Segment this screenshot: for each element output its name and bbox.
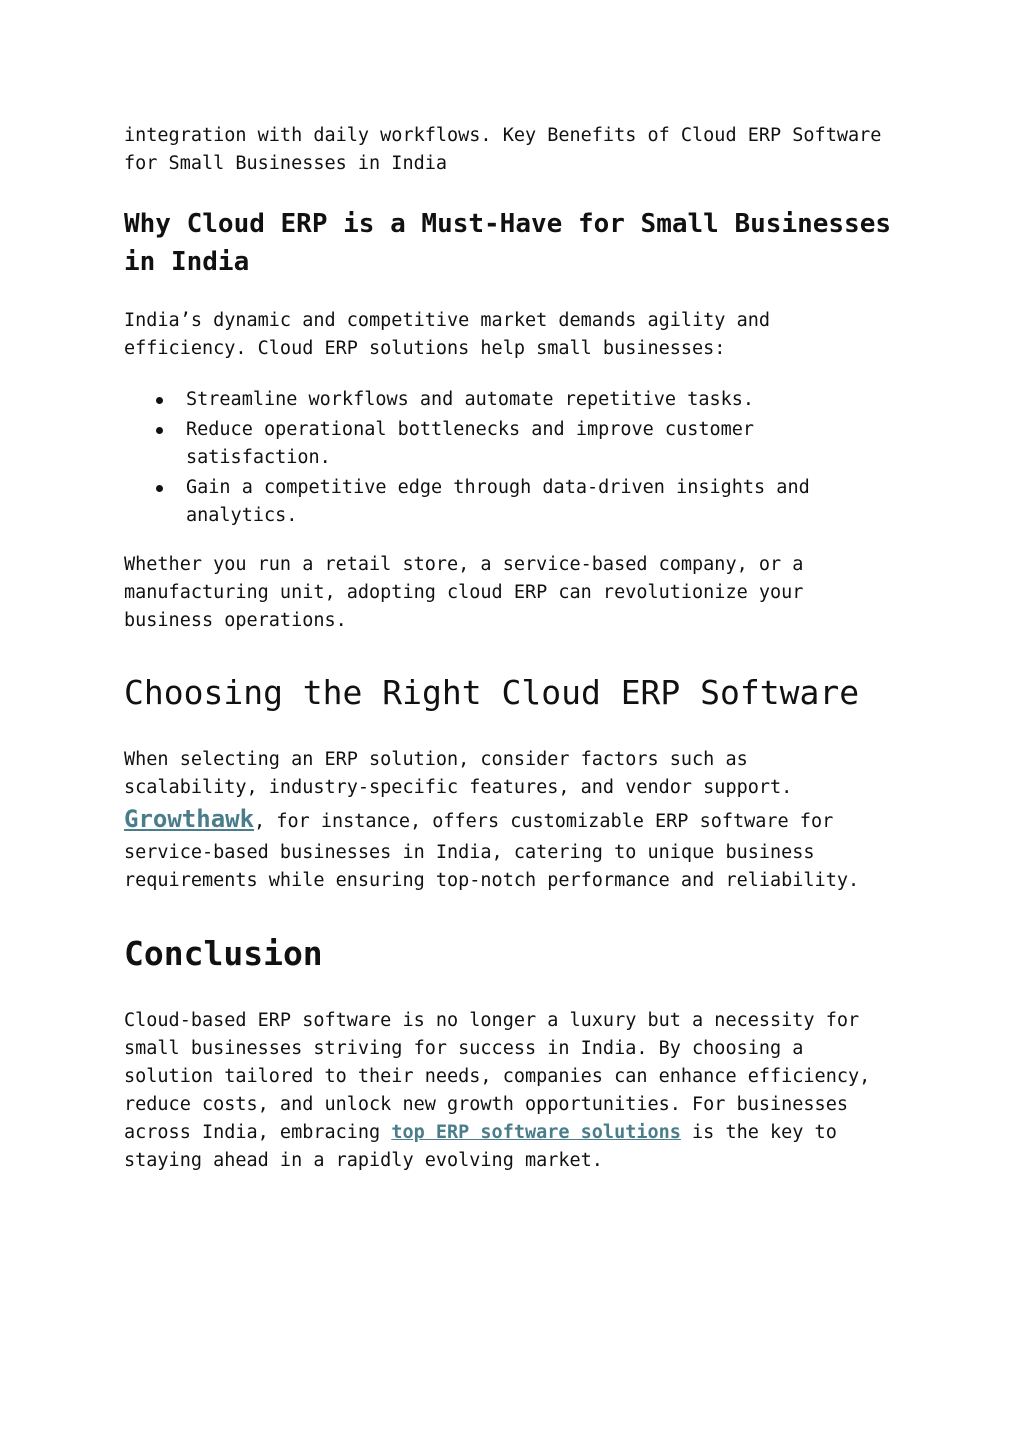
paragraph-text: is the key to	[680, 1122, 837, 1143]
paragraph-line: solution tailored to their needs, companies can enhance efficiency,	[124, 1066, 871, 1087]
intro-line: for Small Businesses in India	[124, 153, 448, 174]
bullet-icon	[156, 485, 163, 492]
list-item-text: Streamline workflows and automate repetitive tasks.	[186, 389, 755, 410]
why-cloud-erp-heading	[124, 205, 914, 281]
list-item-text: Gain a competitive edge through data-driven insights and	[186, 477, 810, 498]
list-item	[186, 386, 914, 414]
list-item	[186, 416, 914, 472]
heading-line: in India	[124, 247, 250, 277]
paragraph-line: India’s dynamic and competitive market demands agility and	[124, 310, 771, 331]
paragraph-line: Whether you run a retail store, a service-based company, or a	[124, 554, 804, 575]
paragraph-line: When selecting an ERP solution, consider factors such as	[124, 749, 748, 770]
heading-line: Why Cloud ERP is a Must-Have for Small Businesses	[124, 209, 892, 239]
conclusion-paragraph	[124, 1007, 914, 1175]
paragraph-line: scalability, industry-specific features, and vendor support.	[124, 777, 793, 798]
paragraph-line: manufacturing unit, adopting cloud ERP can revolutionize your	[124, 582, 804, 603]
growthawk-link[interactable]: Growthawk	[124, 805, 255, 833]
bullet-icon	[156, 427, 163, 434]
paragraph-text: across India, embracing	[124, 1122, 392, 1143]
benefits-list	[124, 386, 914, 530]
paragraph-line: small businesses striving for success in India. By choosing a	[124, 1038, 804, 1059]
paragraph-line	[124, 1119, 914, 1147]
paragraph-line: Cloud-based ERP software is no longer a luxury but a necessity for	[124, 1010, 860, 1031]
paragraph-line: requirements while ensuring top-notch performance and reliability.	[124, 870, 860, 891]
choosing-erp-heading: Choosing the Right Cloud ERP Software	[124, 673, 860, 712]
list-item	[186, 474, 914, 530]
choosing-paragraph	[124, 746, 914, 895]
paragraph-line: reduce costs, and unlock new growth opportunities. For businesses	[124, 1094, 848, 1115]
paragraph-line: staying ahead in a rapidly evolving market.	[124, 1150, 603, 1171]
paragraph-line: service-based businesses in India, catering to unique business	[124, 842, 815, 863]
why-lead-paragraph	[124, 307, 914, 363]
top-erp-software-link[interactable]: top ERP software solutions	[391, 1122, 681, 1143]
paragraph-text: , for instance, offers customizable ERP software for	[254, 811, 834, 832]
list-item-text: satisfaction.	[186, 447, 331, 468]
document-page	[124, 122, 914, 1175]
list-item-text: Reduce operational bottlenecks and improve customer	[186, 419, 755, 440]
whether-paragraph	[124, 551, 914, 635]
paragraph-line: efficiency. Cloud ERP solutions help small businesses:	[124, 338, 726, 359]
paragraph-line: business operations.	[124, 610, 347, 631]
conclusion-heading: Conclusion	[124, 934, 323, 973]
paragraph-line	[124, 802, 914, 839]
intro-paragraph	[124, 122, 914, 178]
intro-line: integration with daily workflows. Key Benefits of Cloud ERP Software	[124, 125, 882, 146]
bullet-icon	[156, 397, 163, 404]
list-item-text: analytics.	[186, 505, 298, 526]
